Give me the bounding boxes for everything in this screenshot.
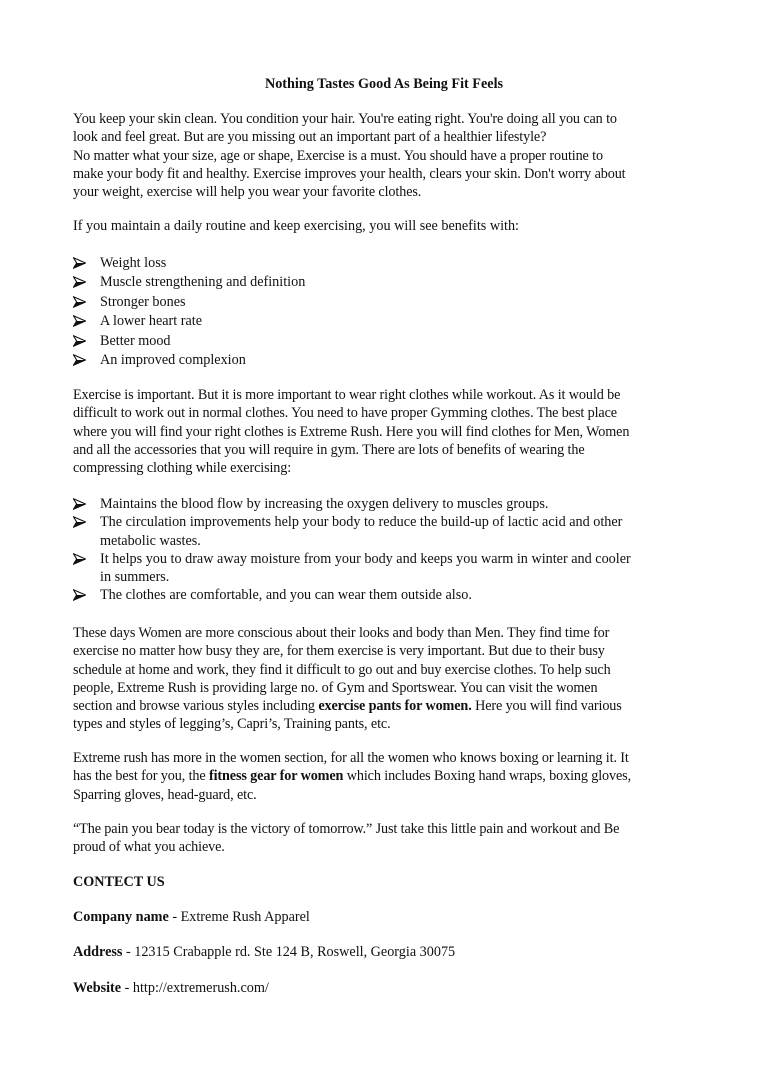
- list-item-text: The clothes are comfortable, and you can wear them outside also.: [100, 587, 472, 604]
- compression-benefits-list: [73, 495, 703, 605]
- website-label: Website: [73, 980, 122, 996]
- quote-line: proud of what you achieve.: [73, 839, 225, 856]
- boxing-paragraph: [73, 749, 703, 804]
- women-line: exercise no matter how busy they are, for them exercise is very important. But due to their busy: [73, 643, 605, 660]
- boxing-line: has the best for you, the fitness gear for women which includes Boxing hand wraps, boxing gloves,: [73, 768, 632, 785]
- clothes-line: difficult to work out in normal clothes. You need to have proper Gymming clothes. The best place: [73, 405, 617, 422]
- benefits-intro: If you maintain a daily routine and keep exercising, you will see benefits with:: [73, 218, 519, 234]
- quote-line: “The pain you bear today is the victory of tomorrow.” Just take this little pain and workout and Be: [73, 821, 620, 837]
- page-title: Nothing Tastes Good As Being Fit Feels: [264, 76, 504, 92]
- list-item: [73, 254, 703, 273]
- arrowhead-bullet-icon: [73, 273, 87, 291]
- list-item-text: Muscle strengthening and definition: [100, 274, 306, 291]
- company-label: Company name: [73, 909, 169, 925]
- company-value: - Extreme Rush Apparel: [168, 909, 310, 925]
- list-item-text: Maintains the blood flow by increasing the oxygen delivery to muscles groups.: [100, 496, 549, 512]
- address-line: [73, 943, 703, 961]
- boxing-line: Extreme rush has more in the women section, for all the women who knows boxing or learning it. It: [73, 750, 629, 766]
- boxing-line: Sparring gloves, head-guard, etc.: [73, 786, 257, 803]
- intro-line: No matter what your size, age or shape, Exercise is a must. You should have a proper routine to: [73, 147, 603, 164]
- arrowhead-bullet-icon: [73, 312, 87, 330]
- women-line: section and browse various styles including exercise pants for women. Here you will find various: [73, 698, 622, 715]
- arrowhead-bullet-icon: [73, 254, 87, 272]
- women-line: types and styles of legging’s, Capri’s, Training pants, etc.: [73, 716, 391, 733]
- intro-line: your weight, exercise will help you wear your favorite clothes.: [73, 184, 422, 201]
- list-item-text: An improved complexion: [100, 351, 246, 368]
- list-item-text: Better mood: [100, 332, 171, 349]
- list-item: [73, 495, 703, 513]
- clothes-line: and all the accessories that you will require in gym. There are lots of benefits of wearing the: [73, 441, 585, 458]
- clothes-line: Exercise is important. But it is more important to wear right clothes while workout. As it would be: [73, 387, 621, 403]
- women-line: These days Women are more conscious about their looks and body than Men. They find time for: [73, 625, 610, 641]
- list-item: [73, 550, 703, 587]
- address-value: - 12315 Crabapple rd. Ste 124 B, Roswell, Georgia 30075: [122, 944, 456, 960]
- exercise-pants-keyword: exercise pants for women.: [318, 698, 472, 715]
- intro-line: You keep your skin clean. You condition your hair. You're eating right. You're doing all you can to: [73, 111, 617, 127]
- list-item-text: Stronger bones: [100, 293, 186, 310]
- benefits-list: [73, 254, 703, 370]
- list-item-text: Weight loss: [100, 255, 167, 271]
- arrowhead-bullet-icon: [73, 513, 87, 531]
- website-value: - http://extremerush.com/: [121, 980, 269, 996]
- website-line: [73, 979, 703, 997]
- arrowhead-bullet-icon: [73, 495, 87, 513]
- arrowhead-bullet-icon: [73, 351, 87, 369]
- contact-heading: CONTECT US: [73, 874, 165, 890]
- list-item-text: metabolic wastes.: [100, 532, 201, 549]
- list-item-text: in summers.: [100, 569, 170, 586]
- list-item: [73, 513, 703, 550]
- list-item-text: A lower heart rate: [100, 313, 203, 330]
- company-name-line: [73, 908, 703, 926]
- list-item: [73, 273, 703, 292]
- address-label: Address: [73, 944, 123, 960]
- arrowhead-bullet-icon: [73, 293, 87, 311]
- clothes-line: where you will find your right clothes is Extreme Rush. Here you will find clothes for Men, Women: [73, 423, 630, 440]
- intro-paragraph: [73, 110, 703, 201]
- list-item-text: It helps you to draw away moisture from your body and keeps you warm in winter and cooler: [100, 550, 631, 567]
- clothes-line: compressing clothing while exercising:: [73, 460, 292, 477]
- women-paragraph: [73, 624, 703, 734]
- women-line: people, Extreme Rush is providing large no. of Gym and Sportswear. You can visit the women: [73, 679, 598, 696]
- arrowhead-bullet-icon: [73, 586, 87, 604]
- fitness-gear-keyword: fitness gear for women: [208, 768, 344, 785]
- list-item: [73, 293, 703, 312]
- clothes-paragraph: [73, 386, 703, 477]
- intro-line: make your body fit and healthy. Exercise improves your health, clears your skin. Don't worry about: [73, 165, 626, 182]
- list-item: [73, 332, 703, 351]
- arrowhead-bullet-icon: [73, 550, 87, 568]
- list-item-text: The circulation improvements help your body to reduce the build-up of lactic acid and other: [100, 514, 623, 531]
- arrowhead-bullet-icon: [73, 332, 87, 350]
- list-item: [73, 586, 703, 604]
- intro-line: look and feel great. But are you missing out an important part of a healthier lifestyle?: [73, 129, 547, 146]
- quote-paragraph: [73, 820, 703, 857]
- list-item: [73, 312, 703, 331]
- list-item: [73, 351, 703, 370]
- women-line: schedule at home and work, they find it difficult to go out and buy exercise clothes. To help such: [73, 661, 611, 678]
